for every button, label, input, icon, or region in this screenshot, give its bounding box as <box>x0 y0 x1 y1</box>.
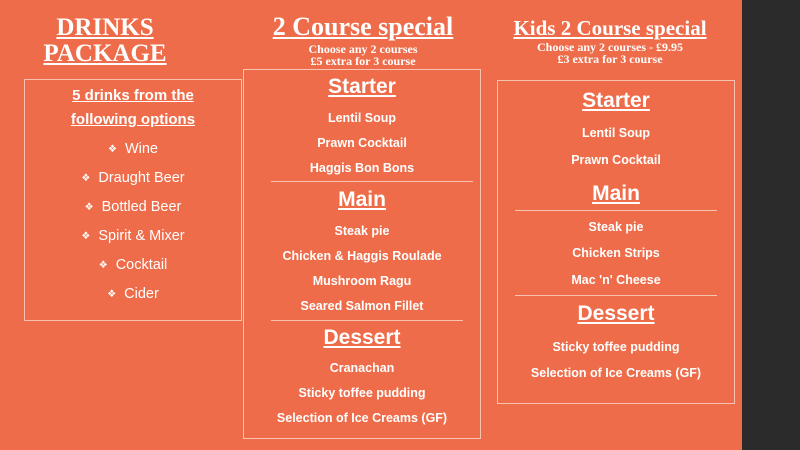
dessert-heading: Dessert <box>323 326 401 349</box>
menu-item: Cranachan <box>329 361 395 375</box>
diamond-bullet-icon: ❖ <box>107 289 117 300</box>
menu-item: Steak pie <box>334 224 390 238</box>
diamond-bullet-icon: ❖ <box>84 202 94 213</box>
section-divider <box>271 181 473 182</box>
drinks-title-line2: PACKAGE <box>43 40 167 68</box>
side-strip <box>742 0 800 450</box>
drink-option-label: Cider <box>124 286 159 302</box>
drinks-intro <box>25 84 241 132</box>
drink-option <box>25 169 241 188</box>
menu-item: Chicken Strips <box>572 246 660 260</box>
drinks-package-title <box>20 15 190 68</box>
menu-item: Selection of Ice Creams (GF) <box>530 366 702 380</box>
menu-item: Prawn Cocktail <box>317 136 407 150</box>
menu-item: Chicken & Haggis Roulade <box>282 249 442 263</box>
menu-item: Selection of Ice Creams (GF) <box>276 411 448 425</box>
section-divider <box>515 210 717 211</box>
two-course-title: 2 Course special <box>272 12 454 41</box>
drink-option <box>25 256 241 275</box>
starter-heading: Starter <box>582 89 650 112</box>
dessert-heading: Dessert <box>577 302 655 325</box>
diamond-bullet-icon: ❖ <box>107 144 117 155</box>
drink-option-label: Draught Beer <box>98 170 185 186</box>
drinks-intro-line2: following options <box>70 111 196 128</box>
drink-option <box>25 227 241 246</box>
menu-item: Sticky toffee pudding <box>552 340 680 354</box>
kids-course-subtitle-line1: Choose any 2 courses - £9.95 <box>537 40 683 54</box>
drink-option-label: Cocktail <box>115 257 168 273</box>
diamond-bullet-icon: ❖ <box>81 173 91 184</box>
menu-item: Seared Salmon Fillet <box>300 299 424 313</box>
menu-item: Lentil Soup <box>327 111 397 125</box>
kids-course-title: Kids 2 Course special <box>513 16 707 40</box>
menu-item: Haggis Bon Bons <box>309 161 415 175</box>
kids-course-box <box>497 80 735 404</box>
diamond-bullet-icon: ❖ <box>81 231 91 242</box>
drink-option-label: Bottled Beer <box>101 199 182 215</box>
section-divider <box>515 295 717 296</box>
two-course-subtitle-line2: £5 extra for 3 course <box>310 54 416 68</box>
diamond-bullet-icon: ❖ <box>98 260 108 271</box>
menu-item: Mac 'n' Cheese <box>571 273 661 287</box>
drink-option <box>25 140 241 159</box>
drinks-intro-line1: 5 drinks from the <box>72 87 194 104</box>
drink-option-label: Wine <box>124 141 158 157</box>
drink-option-label: Spirit & Mixer <box>98 228 185 244</box>
menu-item: Mushroom Ragu <box>312 274 412 288</box>
drinks-box <box>24 79 242 321</box>
two-course-box <box>243 69 481 439</box>
drinks-title-line1: DRINKS <box>56 14 154 41</box>
menu-item: Prawn Cocktail <box>571 153 661 167</box>
two-course-subtitle-line1: Choose any 2 courses <box>308 42 418 56</box>
menu-item: Steak pie <box>588 220 644 234</box>
drink-option <box>25 198 241 217</box>
main-heading: Main <box>338 188 386 211</box>
drink-option <box>25 285 241 304</box>
section-divider <box>271 320 463 321</box>
menu-item: Lentil Soup <box>581 126 651 140</box>
menu-item: Sticky toffee pudding <box>298 386 426 400</box>
kids-course-subtitle-line2: £3 extra for 3 course <box>557 52 663 66</box>
main-heading: Main <box>592 182 640 205</box>
starter-heading: Starter <box>328 75 396 98</box>
